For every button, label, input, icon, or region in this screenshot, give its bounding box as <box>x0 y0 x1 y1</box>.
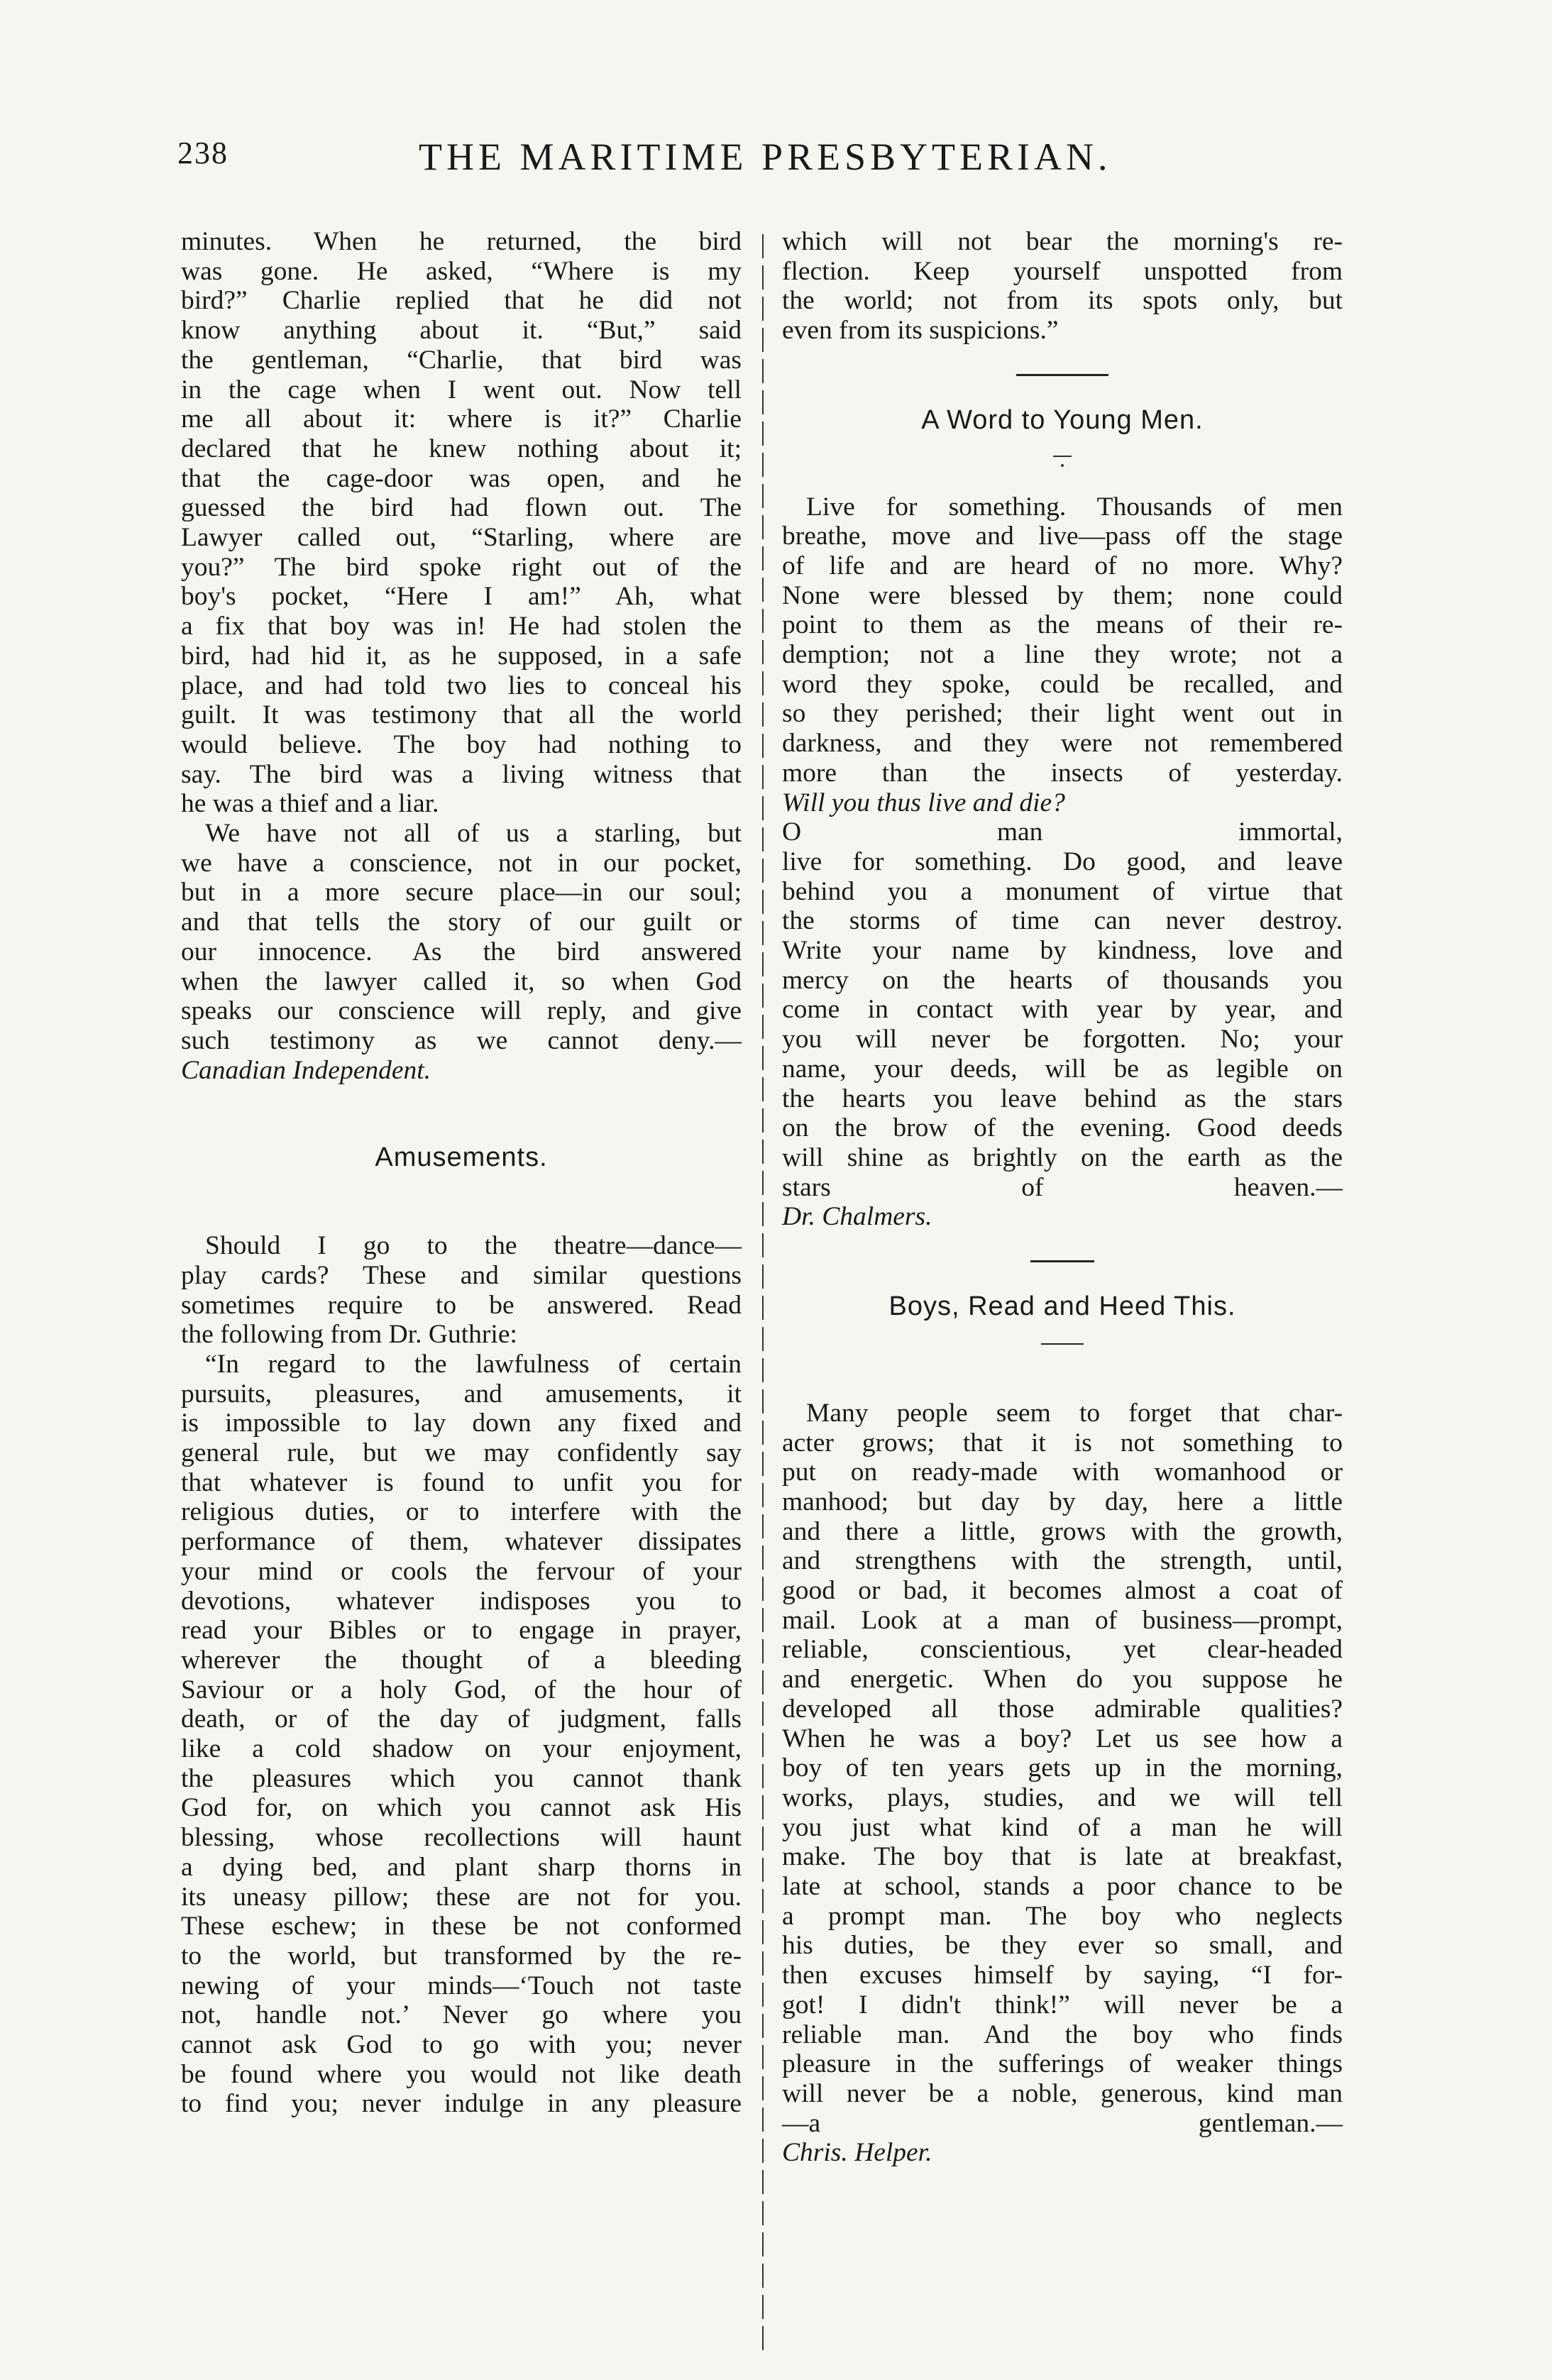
young-men-article <box>782 492 1343 788</box>
text-line: cannot ask God to go with you; never <box>181 2030 742 2060</box>
text-line: place, and had told two lies to conceal his <box>181 671 742 700</box>
text-line: Write your name by kindness, love and <box>782 936 1343 966</box>
text-line: guessed the bird had flown out. The <box>181 493 742 523</box>
text-line: but in a more secure place—in our soul; <box>181 878 742 908</box>
text-line: our innocence. As the bird answered <box>181 937 742 966</box>
text-line: come in contact with year by year, and <box>782 995 1343 1025</box>
column-divider <box>762 234 764 2356</box>
guthrie-quote <box>181 1350 742 2119</box>
text-line: sometimes require to be answered. Read <box>181 1290 742 1320</box>
starling-story <box>181 227 742 819</box>
text-line: developed all those admirable qualities? <box>782 1694 1343 1724</box>
text-line: he was a thief and a liar. <box>181 789 439 819</box>
text-line: play cards? These and similar questions <box>181 1260 742 1290</box>
text-line: his duties, be they ever so small, and <box>782 1931 1343 1961</box>
boys-source-line <box>782 2138 1343 2168</box>
text-line: the pleasures which you cannot thank <box>181 1763 742 1793</box>
text-line: make. The boy that is late at breakfast, <box>782 1842 1343 1872</box>
text-line: declared that he knew nothing about it; <box>181 434 742 463</box>
text-line: and there a little, grows with the growth, <box>782 1516 1343 1546</box>
left-column <box>181 227 742 2119</box>
text-line: and energetic. When do you suppose he <box>782 1665 1343 1695</box>
text-line: mercy on the hearts of thousands you <box>782 965 1343 995</box>
text-line: guilt. It was testimony that all the world <box>181 700 742 730</box>
text-line: say. The bird was a living witness that <box>181 759 742 789</box>
text-line: demption; not a line they wrote; not a <box>782 640 1343 670</box>
text-line: of life and are heard of no more. Why? <box>782 551 1343 580</box>
text-line: None were blessed by them; none could <box>782 580 1343 610</box>
young-men-source: Dr. Chalmers. <box>782 1202 932 1232</box>
conscience-paragraph <box>181 819 742 1056</box>
text-line: in the cage when I went out. Now tell <box>181 375 742 404</box>
text-line: its uneasy pillow; these are not for you. <box>181 1882 742 1912</box>
text-line: and strengthens with the strength, until, <box>782 1546 1343 1576</box>
text-line: that the cage-door was open, and he <box>181 463 742 493</box>
text-line: you?” The bird spoke right out of the <box>181 552 742 582</box>
text-line: is impossible to lay down any fixed and <box>181 1409 742 1438</box>
text-line: the following from Dr. Guthrie: <box>181 1320 517 1350</box>
text-line: wherever the thought of a bleeding <box>181 1645 742 1675</box>
text-line: that whatever is found to unfit you for <box>181 1467 742 1497</box>
text-line: put on ready-made with womanhood or <box>782 1458 1343 1487</box>
text-line: darkness, and they were not remembered <box>782 729 1343 759</box>
page-number: 238 <box>177 136 229 170</box>
text-line: a fix that boy was in! He had stolen the <box>181 612 742 641</box>
conscience-source-line <box>181 1056 742 1086</box>
text-line: bird?” Charlie replied that he did not <box>181 286 742 316</box>
text-line: the world; not from its spots only, but <box>782 286 1343 316</box>
young-men-question: Will you thus live and die? <box>782 788 1065 817</box>
text-line: reliable, conscientious, yet clear-headed <box>782 1635 1343 1665</box>
text-line: When he was a boy? Let us see how a <box>782 1724 1343 1753</box>
text-line: when the lawyer called it, so when God <box>181 966 742 996</box>
text-line: manhood; but day by day, here a little <box>782 1487 1343 1516</box>
text-line: would believe. The boy had nothing to <box>181 729 742 759</box>
text-line: These eschew; in these be not conformed <box>181 1912 742 1941</box>
text-line: performance of them, whatever dissipates <box>181 1527 742 1557</box>
text-line: behind you a monument of virtue that <box>782 876 1343 906</box>
text-line: which will not bear the morning's re- <box>782 227 1343 256</box>
text-line: the hearts you leave behind as the stars <box>782 1084 1343 1113</box>
text-line: late at school, stands a poor chance to be <box>782 1872 1343 1902</box>
text-line: will never be a noble, generous, kind man <box>782 2078 1343 2108</box>
text-line: blessing, whose recollections will haunt <box>181 1823 742 1853</box>
text-line: good or bad, it becomes almost a coat of <box>782 1576 1343 1606</box>
boys-heading: Boys, Read and Heed This. <box>888 1291 1236 1322</box>
text-line: We have not all of us a starling, but <box>205 819 742 849</box>
right-column <box>782 227 1343 2168</box>
text-line: live for something. Do good, and leave <box>782 847 1343 876</box>
text-line: breathe, move and live—pass off the stage <box>782 522 1343 551</box>
boys-article <box>782 1399 1343 2139</box>
young-men-article-rest <box>782 817 1343 1202</box>
text-line: O man immortal, <box>782 817 1343 847</box>
text-line: general rule, but we may confidently say <box>181 1438 742 1468</box>
text-line: boy of ten years gets up in the morning, <box>782 1753 1343 1783</box>
text-line: to find you; never indulge in any pleasure <box>181 2089 742 2119</box>
guthrie-quote-continued <box>782 227 1343 346</box>
text-line: more than the insects of yesterday. <box>782 758 1343 788</box>
text-line: Saviour or a holy God, of the hour of <box>181 1675 742 1704</box>
text-line: name, your deeds, will be as legible on <box>782 1054 1343 1084</box>
text-line: devotions, whatever indisposes you to <box>181 1586 742 1616</box>
text-line: bird, had hid it, as he supposed, in a safe <box>181 641 742 671</box>
text-line: a dying bed, and plant sharp thorns in <box>181 1852 742 1882</box>
text-line: you just what kind of a man he will <box>782 1812 1343 1842</box>
text-line: on the brow of the evening. Good deeds <box>782 1113 1343 1143</box>
text-line: the storms of time can never destroy. <box>782 906 1343 936</box>
text-line: the gentleman, “Charlie, that bird was <box>181 345 742 375</box>
text-line: Many people seem to forget that char- <box>806 1398 1343 1428</box>
amusements-heading: Amusements. <box>375 1142 548 1173</box>
text-line: minutes. When he returned, the bird <box>181 227 742 256</box>
text-line: boy's pocket, “Here I am!” Ah, what <box>181 582 742 612</box>
boys-source: Chris. Helper. <box>782 2138 932 2168</box>
text-line: you will never be forgotten. No; your <box>782 1025 1343 1054</box>
text-line: mail. Look at a man of business—prompt, <box>782 1605 1343 1635</box>
text-line: works, plays, studies, and we will tell <box>782 1783 1343 1812</box>
text-line: death, or of the day of judgment, falls <box>181 1704 742 1734</box>
text-line: religious duties, or to interfere with the <box>181 1497 742 1527</box>
young-men-italic-line <box>782 788 1343 818</box>
text-line: then excuses himself by saying, “I for- <box>782 1961 1343 1990</box>
text-line: acter grows; that it is not something to <box>782 1428 1343 1458</box>
text-line: like a cold shadow on your enjoyment, <box>181 1734 742 1764</box>
text-line: “In regard to the lawfulness of certain <box>205 1349 742 1379</box>
text-line: stars of heaven.— <box>782 1172 1343 1202</box>
running-title: THE MARITIME PRESBYTERIAN. <box>419 136 1112 178</box>
text-line: word they spoke, could be recalled, and <box>782 669 1343 699</box>
text-line: will shine as brightly on the earth as the <box>782 1142 1343 1172</box>
text-line: reliable man. And the boy who finds <box>782 2020 1343 2049</box>
text-line: so they perished; their light went out in <box>782 699 1343 729</box>
text-line: Live for something. Thousands of men <box>806 492 1343 522</box>
text-line: such testimony as we cannot deny.— <box>181 1025 742 1055</box>
text-line: even from its suspicions.” <box>782 316 1059 346</box>
text-line: pleasure in the sufferings of weaker things <box>782 2049 1343 2079</box>
text-line: speaks our conscience will reply, and give <box>181 996 742 1026</box>
text-line: was gone. He asked, “Where is my <box>181 256 742 286</box>
text-line: newing of your minds—‘Touch not taste <box>181 1971 742 2000</box>
amusements-intro <box>181 1231 742 1350</box>
page-header <box>177 135 1412 184</box>
conscience-source: Canadian Independent. <box>181 1055 431 1085</box>
young-men-source-line <box>782 1202 1343 1232</box>
text-line: point to them as the means of their re- <box>782 610 1343 640</box>
text-line: got! I didn't think!” will never be a <box>782 1990 1343 2020</box>
text-line: know anything about it. “But,” said <box>181 316 742 346</box>
text-line: Lawyer called out, “Starling, where are <box>181 523 742 553</box>
text-line: we have a conscience, not in our pocket, <box>181 848 742 878</box>
text-line: be found where you would not like death <box>181 2059 742 2089</box>
text-line: flection. Keep yourself unspotted from <box>782 256 1343 286</box>
text-line: to the world, but transformed by the re- <box>181 1941 742 1971</box>
text-line: —a gentleman.— <box>782 2108 1343 2138</box>
text-line: me all about it: where is it?” Charlie <box>181 404 742 434</box>
young-men-heading: A Word to Young Men. <box>921 404 1204 435</box>
text-line: and that tells the story of our guilt or <box>181 908 742 937</box>
text-line: read your Bibles or to engage in prayer, <box>181 1616 742 1646</box>
text-line: not, handle not.’ Never go where you <box>181 2000 742 2030</box>
text-line: a prompt man. The boy who neglects <box>782 1901 1343 1931</box>
text-line: your mind or cools the fervour of your <box>181 1556 742 1586</box>
text-line: Should I go to the theatre—dance— <box>205 1231 742 1261</box>
text-line: pursuits, pleasures, and amusements, it <box>181 1379 742 1409</box>
text-line: God for, on which you cannot ask His <box>181 1793 742 1823</box>
